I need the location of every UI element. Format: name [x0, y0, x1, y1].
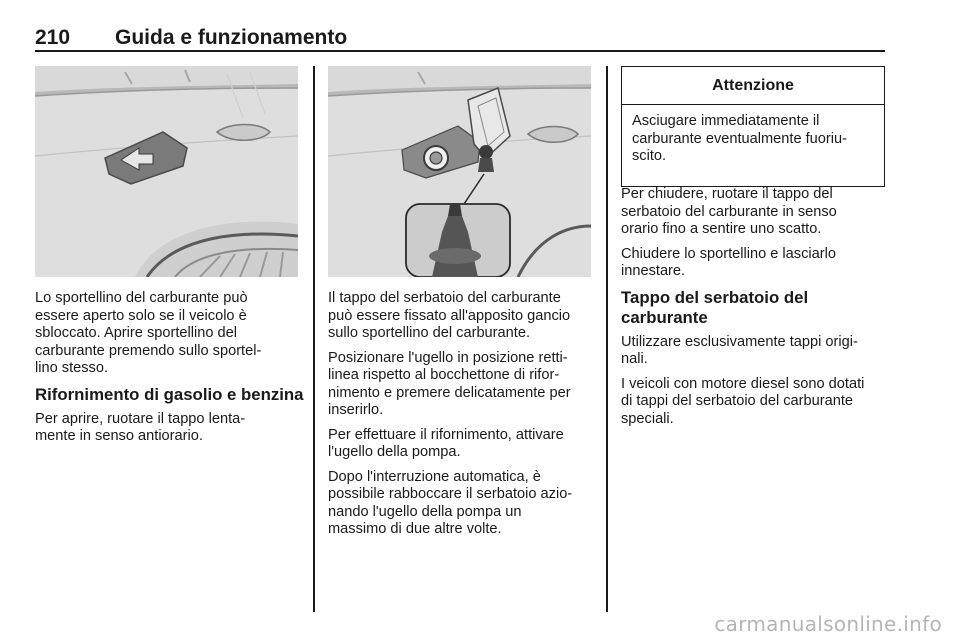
figure-fuel-door-closed — [35, 66, 298, 277]
column-3-text — [621, 186, 893, 435]
page-header — [35, 26, 885, 50]
section-heading: Rifornimento di gasolio e benzina — [35, 384, 304, 404]
paragraph: Chiudere lo sportellino e lasciarlo innestare. — [621, 245, 836, 279]
warning-box — [621, 66, 885, 187]
column-divider-2 — [606, 66, 608, 612]
paragraph: Per aprire, ruotare il tappo lenta- mente in senso antiorario. — [35, 410, 246, 444]
page-title: Guida e funzionamento — [115, 26, 348, 49]
paragraph: I veicoli con motore diesel sono dotati di tappi del serbatoio del carburante speciali. — [621, 375, 865, 427]
column-2-text — [328, 290, 600, 546]
paragraph: Utilizzare esclusivamente tappi origi- nali. — [621, 333, 858, 367]
section-heading: Tappo del serbatoio del carburante — [621, 287, 809, 327]
figure-fuel-cap-hook — [328, 66, 591, 277]
watermark: carmanualsonline.info — [714, 612, 942, 636]
warning-box-body: Asciugare immediatamente il carburante eventualmente fuoriu- scito. — [632, 113, 847, 164]
paragraph: Dopo l'interruzione automatica, è possibile rabboccare il serbatoio azio- nando l'ugello della pompa un massimo di due altre volte. — [328, 468, 573, 537]
page-number: 210 — [35, 26, 71, 49]
paragraph: Per effettuare il rifornimento, attivare l'ugello della pompa. — [328, 426, 564, 460]
paragraph: Per chiudere, ruotare il tappo del serbatoio del carburante in senso orario fino a sentire uno scatto. — [621, 186, 837, 237]
paragraph: Il tappo del serbatoio del carburante può essere fissato all'apposito gancio sullo sportellino del carburante. — [328, 290, 571, 341]
warning-box-title: Attenzione — [622, 67, 884, 105]
header-rule — [35, 50, 885, 52]
column-divider-1 — [313, 66, 315, 612]
paragraph: Posizionare l'ugello in posizione retti- linea rispetto al bocchettone di rifor- nimento e premere delicatamente per inserirlo. — [328, 349, 571, 418]
column-1-text — [35, 290, 305, 453]
paragraph: Lo sportellino del carburante può essere aperto solo se il veicolo è sbloccato. Aprire sportellino del carburante premendo sullo sportel- lino stesso. — [35, 290, 262, 376]
